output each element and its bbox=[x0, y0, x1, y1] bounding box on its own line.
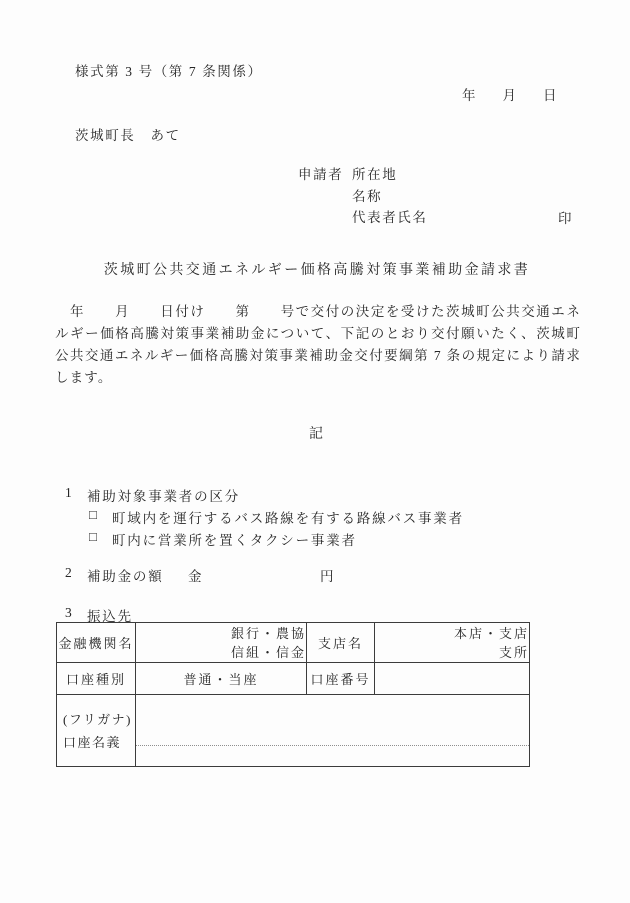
table-row-institution bbox=[57, 623, 530, 663]
furigana-value-area bbox=[136, 715, 529, 746]
amount-prefix: 金 bbox=[188, 569, 202, 584]
account-number-value-cell bbox=[375, 663, 530, 695]
option-taxi-operator-label: 町内に営業所を置くタクシー事業者 bbox=[112, 533, 357, 548]
applicant-representative-label: 代表者氏名 bbox=[352, 210, 428, 225]
item-1-option-2 bbox=[55, 529, 595, 549]
item-1 bbox=[55, 485, 595, 505]
item-3-number: 3 bbox=[65, 605, 72, 620]
item-2-label: 補助金の額 bbox=[87, 569, 164, 584]
account-type-label-cell: 口座種別 bbox=[57, 663, 136, 695]
item-3-label: 振込先 bbox=[87, 609, 133, 624]
branch-types-line2: 支所 bbox=[498, 644, 529, 660]
table-row-account-holder bbox=[57, 695, 530, 767]
financial-institution-label-cell: 金融機関名 bbox=[57, 623, 136, 663]
addressee: 茨城町長 あて bbox=[75, 128, 181, 143]
amount-suffix: 円 bbox=[320, 569, 334, 584]
checkbox-taxi-operator: □ bbox=[89, 529, 97, 544]
item-2 bbox=[55, 565, 595, 585]
account-number-label-cell: 口座番号 bbox=[307, 663, 375, 695]
document-title: 茨城町公共交通エネルギー価格高騰対策事業補助金請求書 bbox=[103, 263, 531, 278]
institution-types-line1: 銀行・農協 bbox=[230, 625, 306, 641]
branch-types-line1: 本店・支店 bbox=[453, 625, 529, 641]
furigana-label: (フリガナ) bbox=[63, 711, 133, 727]
account-holder-value-cell bbox=[136, 695, 530, 767]
account-types-cell: 普通・当座 bbox=[136, 663, 307, 695]
applicant-name-label: 名称 bbox=[352, 189, 383, 204]
item-2-number: 2 bbox=[65, 565, 72, 580]
institution-types-line2: 信組・信金 bbox=[230, 644, 306, 660]
bank-transfer-table bbox=[56, 622, 530, 767]
item-1-label: 補助対象事業者の区分 bbox=[87, 489, 240, 504]
applicant-label: 申請者 bbox=[298, 167, 344, 182]
option-bus-operator-label: 町域内を運行するバス路線を有する路線バス事業者 bbox=[112, 511, 464, 526]
body-paragraph: 年 月 日付け 第 号で交付の決定を受けた茨城町公共交通エネルギー価格高騰対策事業補助金について、下記のとおり交付願いたく、茨城町公共交通エネルギー価格高騰対策事業補助金交付要綱第 7 条の規定により請求します。 bbox=[55, 304, 581, 385]
date-line: 年 月 日 bbox=[462, 88, 557, 103]
record-heading: 記 bbox=[309, 427, 325, 442]
applicant-address-label: 所在地 bbox=[352, 167, 398, 182]
checkbox-bus-operator: □ bbox=[89, 507, 97, 522]
account-holder-label: 口座名義 bbox=[63, 734, 122, 750]
branch-types-cell bbox=[375, 623, 530, 663]
institution-types-cell bbox=[136, 623, 307, 663]
account-holder-label-cell bbox=[57, 695, 136, 767]
table-row-account-type bbox=[57, 663, 530, 695]
seal-mark: 印 bbox=[558, 211, 572, 226]
branch-label-cell: 支店名 bbox=[307, 623, 375, 663]
item-1-number: 1 bbox=[65, 485, 72, 500]
form-number: 様式第 3 号（第 7 条関係） bbox=[75, 64, 263, 79]
item-1-option-1 bbox=[55, 507, 595, 527]
